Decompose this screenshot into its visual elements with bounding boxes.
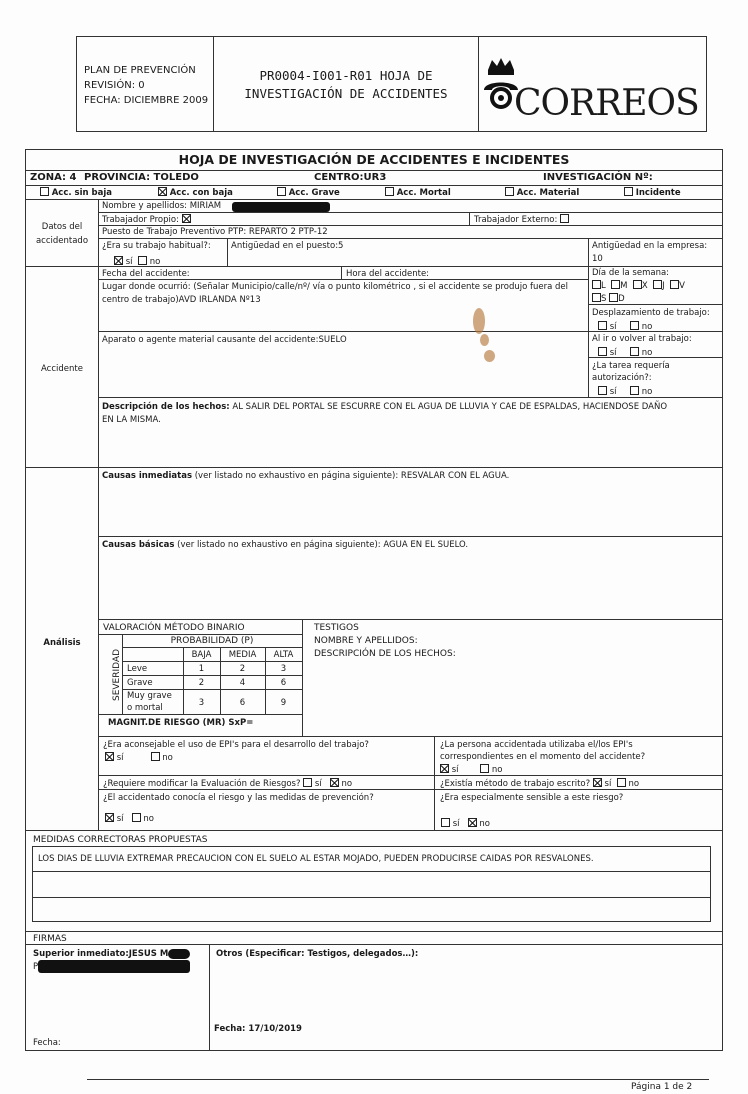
div-fecha: [341, 266, 342, 279]
magnit-riesgo: MAGNIT.DE RIESGO (MR) SxP=: [108, 718, 254, 728]
rule-modificar: [98, 789, 723, 790]
dia-semana-label: Día de la semana:: [592, 268, 670, 278]
descripcion-line-1: [102, 401, 714, 414]
coffee-stain: [473, 308, 485, 334]
lugar-field: [102, 281, 586, 307]
acc-type-mortal[interactable]: [385, 187, 451, 198]
rule-zona: [25, 185, 723, 186]
checkbox-irvolver-no[interactable]: [630, 347, 639, 356]
antiguedad-empresa: Antigüedad en la empresa:: [592, 241, 708, 251]
acc-type-material[interactable]: [505, 187, 579, 198]
habitual-question: ¿Era su trabajo habitual?:: [102, 241, 211, 251]
div-firmas: [209, 944, 210, 1051]
cell-grave-media: 4: [239, 678, 246, 688]
checkbox-desplaz-no[interactable]: [630, 321, 639, 330]
acc-type-label: Acc. Grave: [288, 188, 340, 198]
checkbox-epi-aconsejable-si[interactable]: [105, 752, 114, 761]
cell-mgrave-alta: 9: [280, 698, 287, 708]
autorizacion-label-2: autorización?:: [592, 373, 652, 383]
rule-dia: [588, 304, 723, 305]
checkbox-conocia-no[interactable]: [132, 813, 141, 822]
otros-label: Otros (Especificar: Testigos, delegados…):: [216, 949, 419, 959]
correos-logo: [480, 52, 705, 132]
trabajador-propio: [102, 214, 191, 225]
checkbox-epi-utilizaba-si[interactable]: [440, 764, 449, 773]
severidad-label: SEVERIDAD: [112, 649, 122, 702]
rule-grave: [122, 689, 302, 690]
checkbox-desplaz-si[interactable]: [598, 321, 607, 330]
rule-title: [25, 170, 723, 171]
checkbox-incidente[interactable]: [624, 187, 633, 196]
rule-datos-end: [25, 266, 723, 267]
checkbox-modificar-si[interactable]: [303, 778, 312, 787]
checkbox-day-x[interactable]: [633, 280, 642, 289]
trabajador-externo: [474, 214, 569, 225]
checkbox-material[interactable]: [505, 187, 514, 196]
row-muy-grave-1: Muy grave: [127, 691, 172, 701]
fecha-accidente: Fecha del accidente:: [102, 269, 190, 279]
basicas-label: Causas básicas: [102, 540, 175, 550]
checkbox-mortal[interactable]: [385, 187, 394, 196]
checkbox-con-baja[interactable]: [158, 187, 167, 196]
checkbox-sensible-si[interactable]: [441, 818, 450, 827]
col-media: MEDIA: [228, 650, 257, 660]
plan-line-2: REVISIÓN: 0: [84, 80, 145, 91]
cell-grave-alta: 6: [280, 678, 287, 688]
p-initial: P: [33, 962, 39, 972]
day-label: V: [679, 281, 685, 291]
checkbox-autoriz-si[interactable]: [598, 386, 607, 395]
datos-label-1: Datos del: [41, 222, 83, 232]
inmediatas-text: (ver listado no exhaustivo en página siguiente): RESVALAR CON EL AGUA.: [194, 471, 510, 481]
doc-title-line-2: INVESTIGACIÓN DE ACCIDENTES: [244, 86, 448, 101]
lugar-line-1: Lugar donde ocurrió: (Señalar Municipio/calle/nº/ vía o punto kilométrico , si el accidente se produjo fuera del: [102, 282, 569, 292]
descripcion-label: Descripción de los hechos:: [102, 402, 230, 412]
puesto-field: Puesto de Trabajo Preventivo PTP: REPARTO 2 PTP-12: [102, 227, 328, 237]
metodo-escrito: [440, 778, 639, 789]
rule-epi: [98, 775, 723, 776]
coffee-stain: [480, 334, 489, 346]
yes-label: sí: [609, 322, 617, 332]
rule-trabajador: [98, 225, 723, 226]
redaction: [168, 949, 190, 959]
redaction: [232, 202, 330, 212]
checkbox-day-l[interactable]: [592, 280, 601, 289]
no-label: no: [341, 779, 353, 789]
checkbox-day-j[interactable]: [653, 280, 662, 289]
rule-prob: [122, 647, 302, 648]
cell-leve-alta: 3: [280, 664, 287, 674]
acc-type-sin-baja[interactable]: [40, 187, 112, 198]
checkbox-epi-utilizaba-no[interactable]: [480, 764, 489, 773]
sensible-options: [441, 818, 490, 829]
ir-volver-label: Al ir o volver al trabajo:: [592, 334, 692, 344]
day-label: M: [620, 281, 628, 291]
acc-type-con-baja[interactable]: [158, 187, 233, 198]
rule-medidas-2: [32, 897, 711, 898]
checkbox-sensible-no[interactable]: [468, 818, 477, 827]
causas-inmediatas: [102, 471, 509, 481]
col-alta: ALTA: [273, 650, 294, 660]
modificar-eval: [103, 778, 352, 789]
acc-type-incidente[interactable]: [624, 187, 681, 198]
rule-accidente-end: [25, 467, 723, 468]
fecha-firma: Fecha: 17/10/2019: [214, 1024, 302, 1034]
checkbox-day-m[interactable]: [611, 280, 620, 289]
sensible-q: ¿Era especialmente sensible a este riesgo?: [440, 793, 624, 803]
header-divider-1: [213, 36, 214, 132]
valoracion-title: VALORACIÓN MÉTODO BINARIO: [103, 623, 245, 633]
yes-label: sí: [452, 819, 460, 829]
analisis-label: Análisis: [43, 638, 81, 648]
yes-label: sí: [604, 779, 612, 789]
header-divider-2: [478, 36, 479, 132]
rule-basicas: [98, 619, 723, 620]
no-label: no: [641, 322, 653, 332]
epi-utilizaba-q2: correspondientes en el momento del accidente?: [440, 752, 646, 762]
div-valoracion: [302, 619, 303, 736]
div-right-accidente: [588, 266, 589, 398]
doc-title-line-1: PR0004-I001-R01 HOJA DE: [259, 68, 433, 83]
fecha-left: Fecha:: [33, 1038, 61, 1048]
rule-medidas-1: [32, 871, 711, 872]
testigos-label: TESTIGOS: [314, 623, 359, 633]
day-label: L: [601, 281, 606, 291]
day-label: D: [618, 294, 625, 304]
antiguedad-empresa-value: 10: [592, 254, 603, 264]
descripcion-text: AL SALIR DEL PORTAL SE ESCURRE CON EL AGUA DE LLUVIA Y CAE DE ESPALDAS, HACIENDOSE DAÑO: [232, 402, 668, 412]
day-label: X: [641, 281, 648, 291]
yes-label: sí: [125, 257, 133, 267]
investigacion-num: INVESTIGACIÓN Nº:: [543, 172, 653, 183]
rule-types: [25, 199, 723, 200]
checkbox-autoriz-no[interactable]: [630, 386, 639, 395]
probabilidad-label: PROBABILIDAD (P): [170, 636, 254, 646]
descripcion-field: [102, 401, 714, 427]
no-label: no: [162, 753, 173, 763]
plan-line-1: PLAN DE PREVENCIÓN: [84, 65, 196, 76]
acc-type-label: Incidente: [635, 188, 681, 198]
rule-puesto: [98, 238, 723, 239]
conocia-riesgo-q: ¿El accidentado conocía el riesgo y las medidas de prevención?: [103, 793, 374, 803]
lugar-line-2: centro de trabajo)AVD IRLANDA Nº13: [102, 295, 261, 305]
dia-semana-row-2: [592, 293, 625, 304]
zona: ZONA: 4: [30, 172, 77, 183]
epi-aconsejable-options: [105, 752, 173, 763]
trabajador-propio-label: Trabajador Propio:: [102, 215, 179, 225]
basicas-text: (ver listado no exhaustivo en página siguiente): AGUA EN EL SUELO.: [177, 540, 469, 550]
footer-rule: [87, 1079, 709, 1080]
rule-fecha: [98, 279, 588, 280]
cell-grave-baja: 2: [198, 678, 205, 688]
form-title: HOJA DE INVESTIGACIÓN DE ACCIDENTES E INCIDENTES: [178, 152, 570, 167]
checkbox-sin-baja[interactable]: [40, 187, 49, 196]
nombre-apellidos-label: NOMBRE Y APELLIDOS:: [314, 636, 418, 646]
checkbox-trabajador-externo[interactable]: [560, 214, 569, 223]
no-label: no: [628, 779, 640, 789]
checkbox-trabajador-propio[interactable]: [182, 214, 191, 223]
checkbox-irvolver-si[interactable]: [598, 347, 607, 356]
rule-cols: [122, 661, 302, 662]
div-questions: [434, 736, 435, 830]
div-trabajador: [469, 212, 470, 225]
rule-firmas: [25, 944, 723, 945]
yes-label: sí: [609, 387, 617, 397]
acc-type-grave[interactable]: [277, 187, 340, 198]
inmediatas-label: Causas inmediatas: [102, 471, 193, 481]
acc-type-label: Acc. Mortal: [396, 188, 451, 198]
autorizacion-options: [598, 386, 652, 397]
accidente-label: Accidente: [41, 364, 83, 374]
checkbox-epi-aconsejable-no[interactable]: [151, 752, 160, 761]
rule-lugar: [98, 331, 723, 332]
checkbox-day-s[interactable]: [592, 293, 601, 302]
yes-label: sí: [116, 753, 124, 763]
hora-accidente: Hora del accidente:: [346, 269, 430, 279]
superior-inmediato: Superior inmediato:JESUS M: [33, 949, 169, 959]
no-label: no: [641, 348, 653, 358]
no-label: no: [143, 814, 154, 824]
div-habitual: [227, 238, 228, 267]
epi-utilizaba-options: [440, 764, 502, 775]
checkbox-metodo-si[interactable]: [593, 778, 602, 787]
no-label: no: [149, 257, 161, 267]
desplazamiento-label: Desplazamiento de trabajo:: [592, 308, 710, 318]
acc-type-label: Acc. sin baja: [51, 188, 112, 198]
firmas-title: FIRMAS: [33, 934, 67, 944]
checkbox-habitual-no[interactable]: [138, 256, 147, 265]
checkbox-conocia-si[interactable]: [105, 813, 114, 822]
medidas-text: LOS DIAS DE LLUVIA EXTREMAR PRECAUCION CON EL SUELO AL ESTAR MOJADO, PUEDEN PRODUCIRSE CAIDAS POR RESVALONES.: [38, 854, 594, 864]
medidas-title: MEDIDAS CORRECTORAS PROPUESTAS: [33, 835, 208, 845]
yes-label: sí: [314, 779, 322, 789]
trabajador-externo-label: Trabajador Externo:: [474, 215, 558, 225]
rule-medidas-end: [25, 931, 723, 932]
causas-basicas: [102, 540, 468, 550]
correos-wordmark: CORREOS: [514, 83, 699, 124]
antiguedad-puesto: Antigüedad en el puesto:5: [231, 241, 344, 251]
checkbox-day-d[interactable]: [609, 293, 618, 302]
redaction: [38, 960, 190, 973]
dia-semana-row-1: [592, 280, 685, 291]
cell-mgrave-media: 6: [239, 698, 246, 708]
rule-nombre: [98, 212, 723, 213]
yes-label: sí: [451, 765, 459, 775]
cell-mgrave-baja: 3: [198, 698, 205, 708]
conocia-riesgo-options: [105, 813, 154, 824]
rule-analisis-end: [25, 830, 723, 831]
autorizacion-label-1: ¿La tarea requería: [592, 361, 670, 371]
centro: CENTRO:UR3: [314, 172, 387, 183]
aparato-field: Aparato o agente material causante del accidente:SUELO: [102, 335, 347, 345]
row-leve: Leve: [127, 664, 148, 674]
checkbox-metodo-no[interactable]: [617, 778, 626, 787]
plan-line-3: FECHA: DICIEMBRE 2009: [84, 95, 209, 106]
row-muy-grave-2: o mortal: [127, 703, 163, 713]
page-number: Página 1 de 2: [631, 1082, 693, 1092]
rule-mgrave: [98, 714, 302, 715]
div-antig: [588, 238, 589, 267]
day-label: S: [601, 294, 607, 304]
checkbox-habitual-si[interactable]: [114, 256, 123, 265]
epi-utilizaba-q1: ¿La persona accidentada utilizaba el/los EPI's: [440, 740, 633, 750]
rule-irvolver: [588, 357, 723, 358]
epi-aconsejable-q: ¿Era aconsejable el uso de EPI's para el desarrollo del trabajo?: [103, 740, 369, 750]
rule-valoracion-end: [98, 736, 723, 737]
nombre-field: Nombre y apellidos: MIRIAM: [102, 201, 222, 211]
datos-label-2: accidentado: [35, 236, 89, 246]
descripcion-hechos-label: DESCRIPCIÓN DE LOS HECHOS:: [314, 649, 456, 659]
metodo-escrito-q: ¿Existía método de trabajo escrito?: [440, 779, 591, 789]
acc-type-label: Acc. con baja: [169, 188, 233, 198]
no-label: no: [641, 387, 653, 397]
div-sev: [122, 634, 123, 714]
no-label: no: [491, 765, 503, 775]
provincia: PROVINCIA: TOLEDO: [84, 172, 199, 183]
yes-label: sí: [609, 348, 617, 358]
rule-aparato: [98, 397, 723, 398]
rule-val-title: [98, 634, 302, 635]
no-label: no: [479, 819, 490, 829]
day-label: J: [662, 281, 665, 291]
descripcion-line-2: EN LA MISMA.: [102, 415, 161, 425]
checkbox-modificar-no[interactable]: [330, 778, 339, 787]
row-grave: Grave: [127, 678, 153, 688]
cell-leve-baja: 1: [198, 664, 205, 674]
rule-leve: [122, 675, 302, 676]
checkbox-day-v[interactable]: [670, 280, 679, 289]
col-baja: BAJA: [191, 650, 212, 660]
yes-label: sí: [116, 814, 124, 824]
coffee-stain: [484, 350, 495, 362]
rule-inmediatas: [98, 536, 723, 537]
acc-type-label: Acc. Material: [516, 188, 580, 198]
modificar-eval-q: ¿Requiere modificar la Evaluación de Riesgos?: [103, 779, 301, 789]
checkbox-grave[interactable]: [277, 187, 286, 196]
cell-leve-media: 2: [239, 664, 246, 674]
